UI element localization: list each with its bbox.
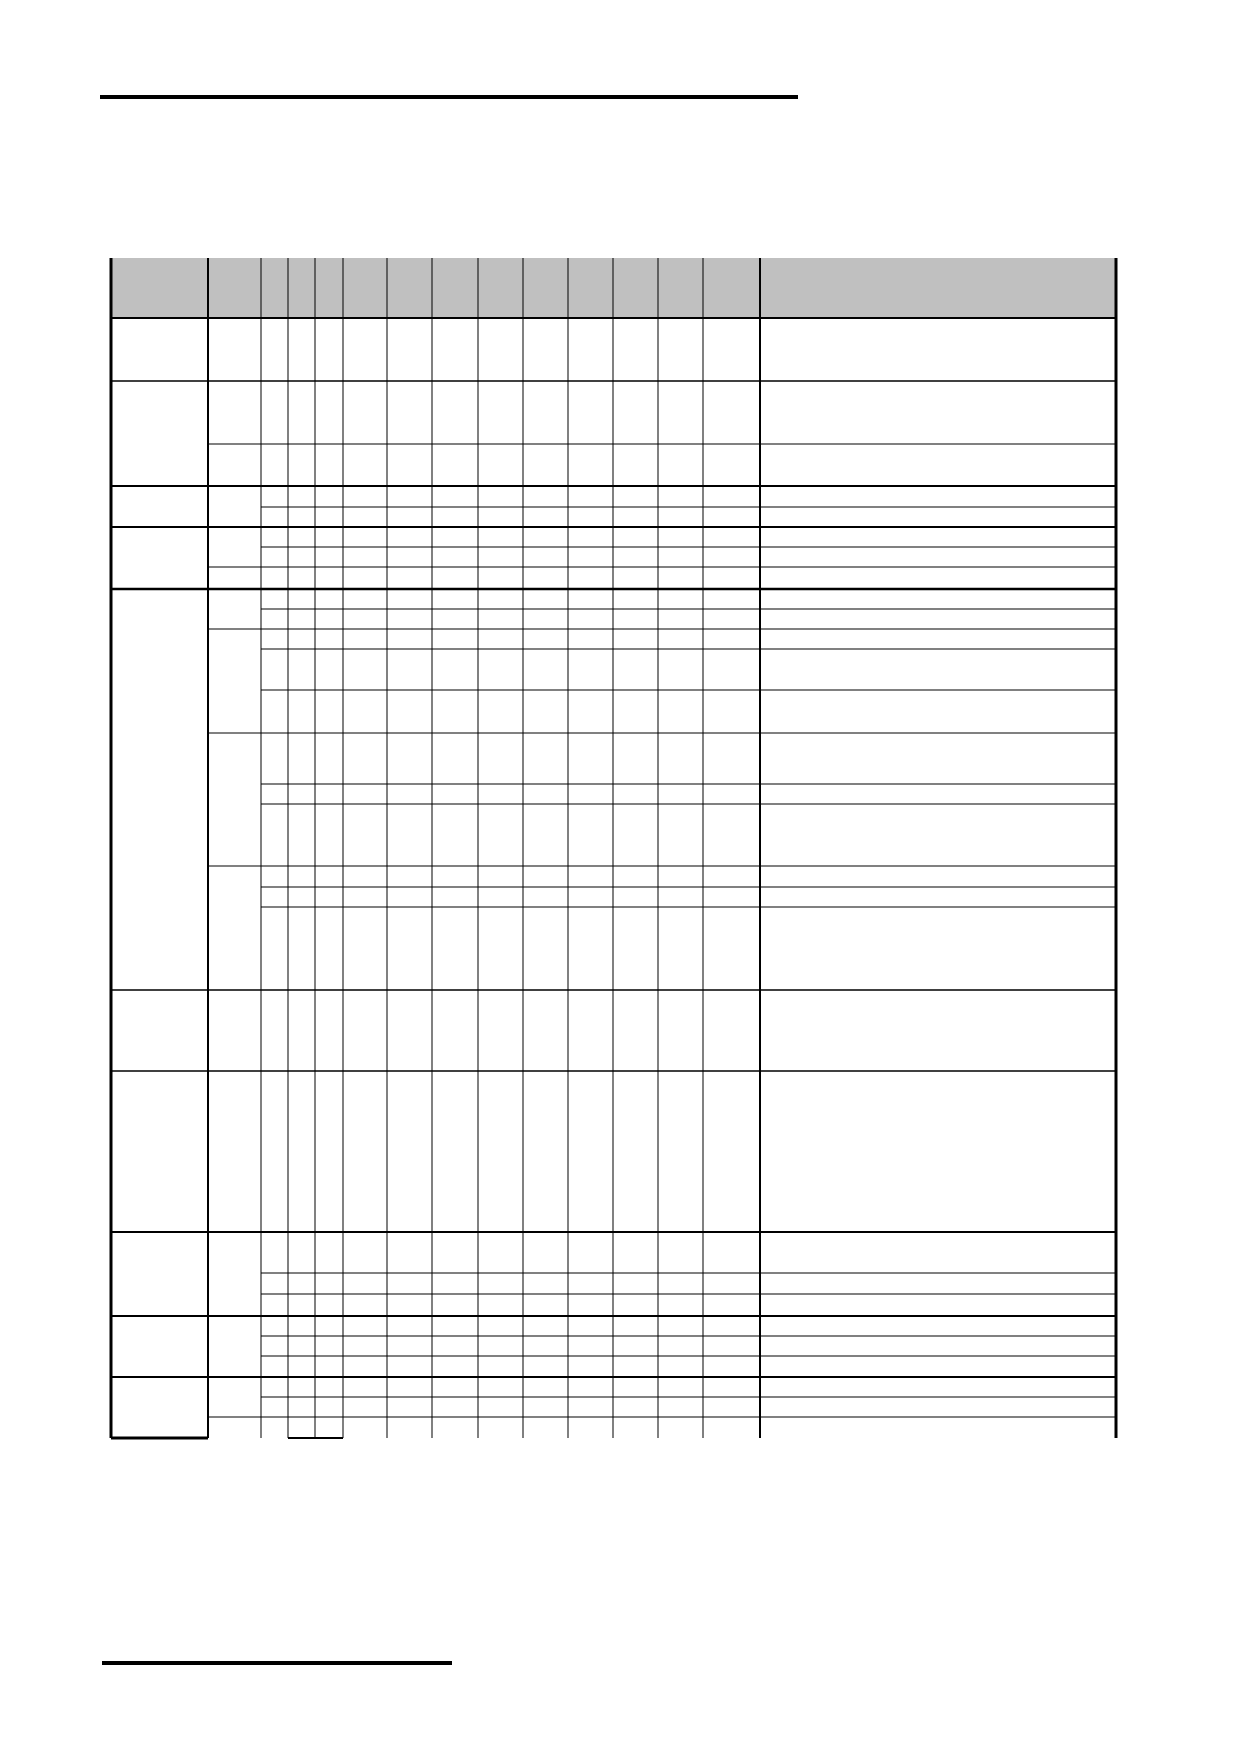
table-column-borders (111, 258, 1116, 1438)
table-header-row (112, 258, 1116, 318)
